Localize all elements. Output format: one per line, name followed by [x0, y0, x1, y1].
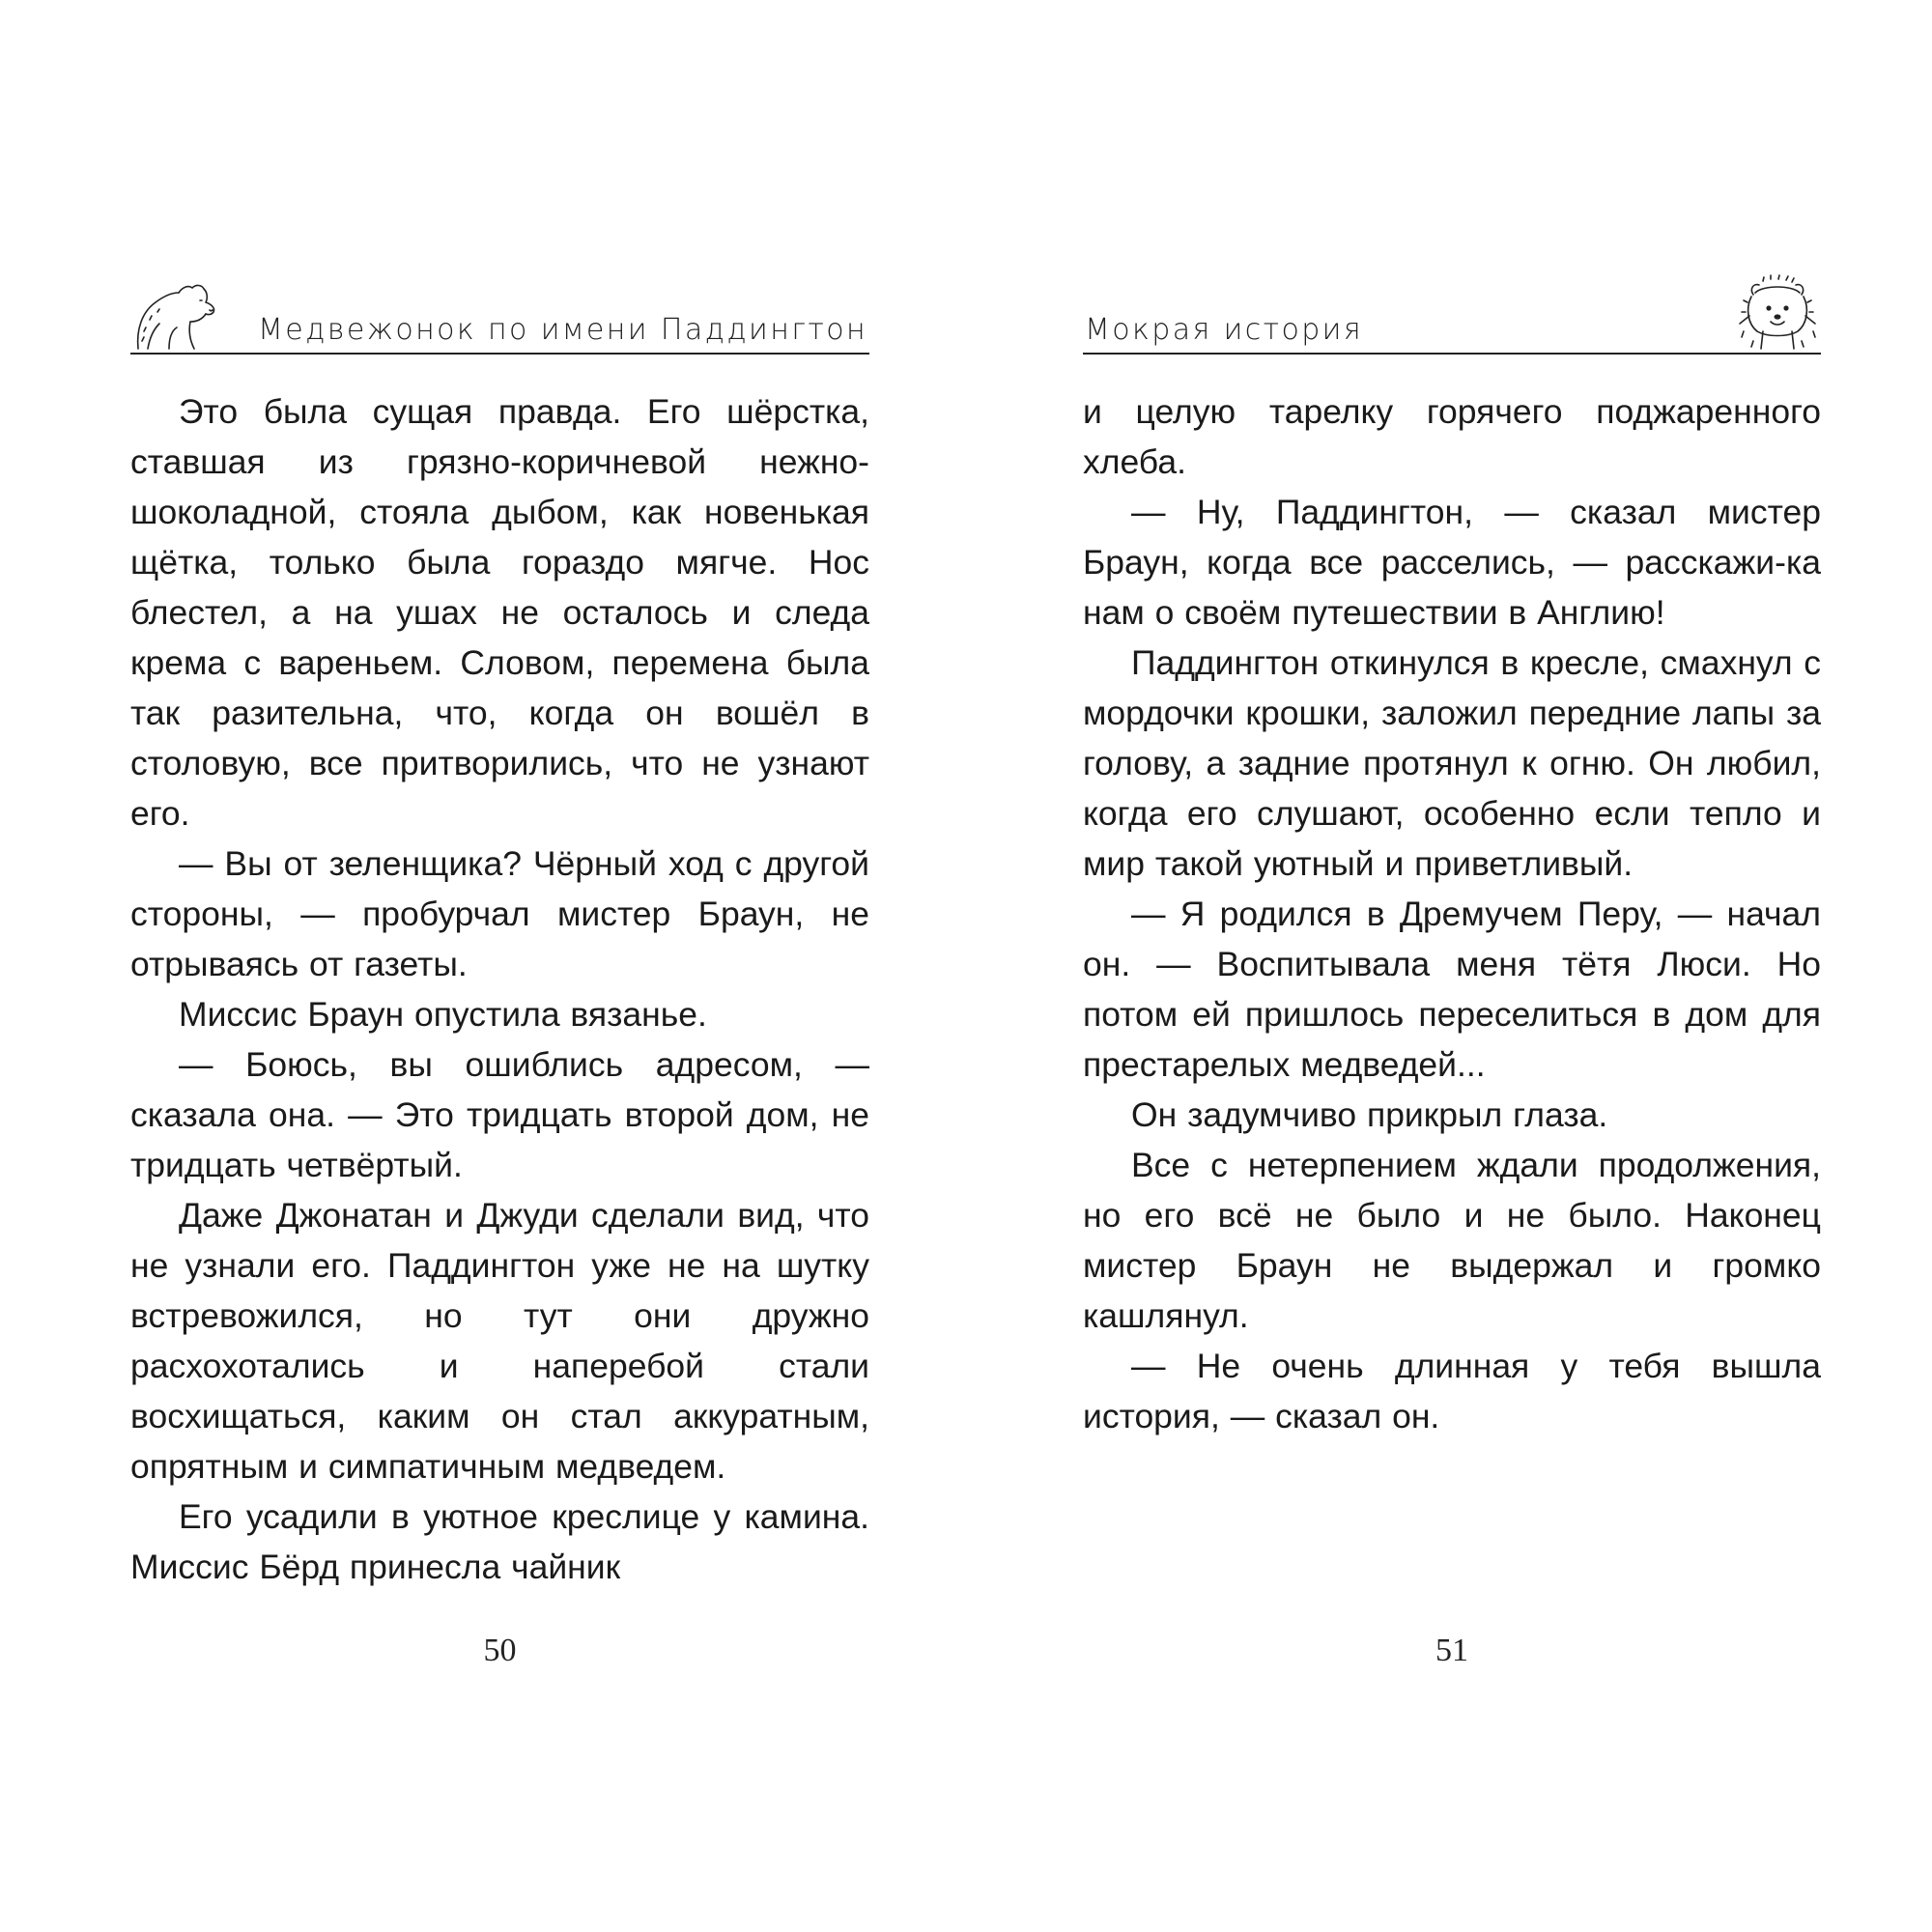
left-running-title: Медвежонок по имени Паддингтон: [258, 313, 867, 347]
right-page: [1083, 0, 1821, 1932]
paragraph: — Боюсь, вы ошиблись адресом, — сказала она. — Это тридцать второй дом, не тридцать четвёртый.: [130, 1045, 869, 1184]
paragraph: — Вы от зеленщика? Чёрный ход с другой стороны, — пробурчал мистер Браун, не отрываясь от газеты.: [130, 844, 869, 983]
right-running-title: Мокрая история: [1085, 313, 1363, 347]
page-number: 51: [1435, 1633, 1468, 1668]
left-running-head: [130, 275, 869, 355]
paragraph: и целую тарелку горячего поджаренного хлеба.: [1083, 392, 1821, 481]
right-body-text: [1083, 386, 1821, 1441]
bear-face-icon: [1734, 273, 1821, 351]
paragraph: — Я родился в Дремучем Перу, — начал он. — Воспитывала меня тётя Люси. Но потом ей пришлось переселиться в дом для престарелых медведей...: [1083, 895, 1821, 1084]
left-body-text: [130, 386, 869, 1592]
paragraph: Все с нетерпением ждали продолжения, но его всё не было и не было. Наконец мистер Браун не выдержал и громко кашлянул.: [1083, 1146, 1821, 1335]
paragraph: — Не очень длинная у тебя вышла история, — сказал он.: [1083, 1347, 1821, 1435]
page-number: 50: [483, 1633, 517, 1668]
paragraph: Это была сущая правда. Его шёрстка, ставшая из грязно-коричневой нежно-шоколадной, стояла дыбом, как новенькая щётка, только была гораздо мягче. Нос блестел, а на ушах не осталось и следа крема с вареньем. Словом, перемена была так разительна, что, когда он вошёл в столовую, все притворились, что не узнают его.: [130, 392, 869, 833]
paragraph: Даже Джонатан и Джуди сделали вид, что не узнали его. Паддингтон уже не на шутку встревожился, но тут они дружно расхохотались и наперебой стали восхищаться, каким он стал аккуратным, опрятным и симпатичным медведем.: [130, 1196, 869, 1486]
paragraph: — Ну, Паддингтон, — сказал мистер Браун, когда все расселись, — расскажи-ка нам о своём путешествии в Англию!: [1083, 493, 1821, 632]
paragraph: Он задумчиво прикрыл глаза.: [1131, 1095, 1608, 1134]
bear-sitting-icon: [130, 273, 219, 351]
left-page: [130, 0, 869, 1932]
paragraph: Его усадили в уютное креслице у камина. Миссис Бёрд принесла чайник: [130, 1497, 869, 1586]
paragraph: Паддингтон откинулся в кресле, смахнул с мордочки крошки, заложил передние лапы за голову, а задние протянул к огню. Он любил, когда его слушают, особенно если тепло и мир такой уютный и приветливый.: [1083, 643, 1821, 883]
right-running-head: [1083, 275, 1821, 355]
paragraph: Миссис Браун опустила вязанье.: [179, 995, 707, 1034]
